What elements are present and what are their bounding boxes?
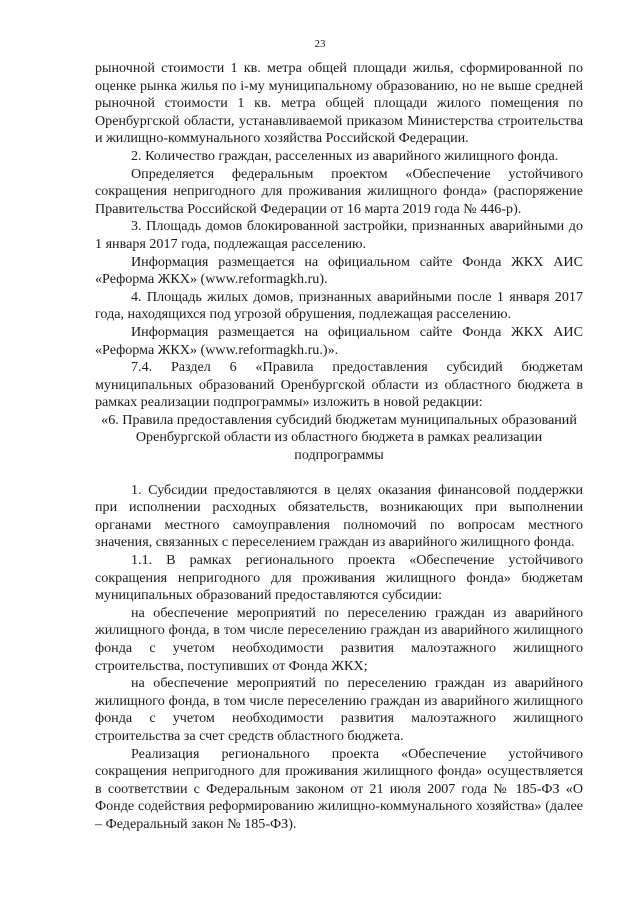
document-body — [95, 60, 583, 834]
paragraph: 3. Площадь домов блокированной застройки, признанных аварийными до 1 января 2017 года, подлежащая расселению. — [95, 218, 583, 252]
paragraph: рыночной стоимости 1 кв. метра общей площади жилья, сформированной по оценке рынка жилья по i-му муниципальному образованию, но не выше средней рыночной стоимости 1 кв. метра общей площади жилого помещения по Оренбургской области, устанавливаемой приказом Министерства строительства и жилищно-коммунального хозяйства Российской Федерации. — [95, 60, 583, 147]
page-number: 23 — [314, 38, 326, 50]
paragraph: на обеспечение мероприятий по переселению граждан из аварийного жилищного фонда, в том числе переселению граждан из аварийного жилищного фонда с учетом необходимости развития малоэтажного жилищного строительства за счет средств областного бюджета. — [95, 675, 583, 744]
paragraph: 7.4. Раздел 6 «Правила предоставления субсидий бюджетам муниципальных образований Оренбургской области из областного бюджета в рамках реализации подпрограммы» изложить в новой редакции: — [95, 359, 583, 411]
paragraph: 1. Субсидии предоставляются в целях оказания финансовой поддержки при исполнении расходных обязательств, возникающих при выполнении органами местного самоуправления полномочий по вопросам местного значения, связанных с переселением граждан из аварийного жилищного фонда. — [95, 481, 583, 551]
paragraph: на обеспечение мероприятий по переселению граждан из аварийного жилищного фонда, в том числе переселению граждан из аварийного жилищного фонда с учетом необходимости развития малоэтажного жилищного строительства, поступивших от Фонда ЖКХ; — [95, 604, 583, 674]
paragraph: 1.1. В рамках регионального проекта «Обеспечение устойчивого сокращения непригодного для проживания жилищного фонда» бюджетам муниципальных образований предоставляются субсидии: — [95, 552, 583, 604]
paragraph: 2. Количество граждан, расселенных из аварийного жилищного фонда. — [131, 147, 559, 164]
section-heading: «6. Правила предоставления субсидий бюджетам муниципальных образований Оренбургской области из областного бюджета в рамках реализации подпрограммы — [101, 411, 577, 464]
paragraph: 4. Площадь жилых домов, признанных аварийными после 1 января 2017 года, находящихся под угрозой обрушения, подлежащая расселению. — [95, 288, 583, 323]
paragraph: Реализация регионального проекта «Обеспечение устойчивого сокращения непригодного для проживания жилищного фонда» осуществляется в соответствии с Федеральным законом от 21 июля 2007 года № 185-ФЗ «О Фонде содействия реформированию жилищно-коммунального хозяйства» (далее – Федеральный закон № 185-ФЗ). — [95, 745, 583, 832]
paragraph: Информация размещается на официальном сайте Фонда ЖКХ АИС «Реформа ЖКХ» (www.reformagkh.ru.)». — [95, 323, 583, 358]
paragraph: Определяется федеральным проектом «Обеспечение устойчивого сокращения непригодного для проживания жилищного фонда» (распоряжение Правительства Российской Федерации от 16 марта 2019 года № 446-р). — [95, 165, 583, 217]
paragraph: Информация размещается на официальном сайте Фонда ЖКХ АИС «Реформа ЖКХ» (www.reformagkh.ru). — [95, 253, 583, 288]
spacer — [95, 465, 583, 482]
